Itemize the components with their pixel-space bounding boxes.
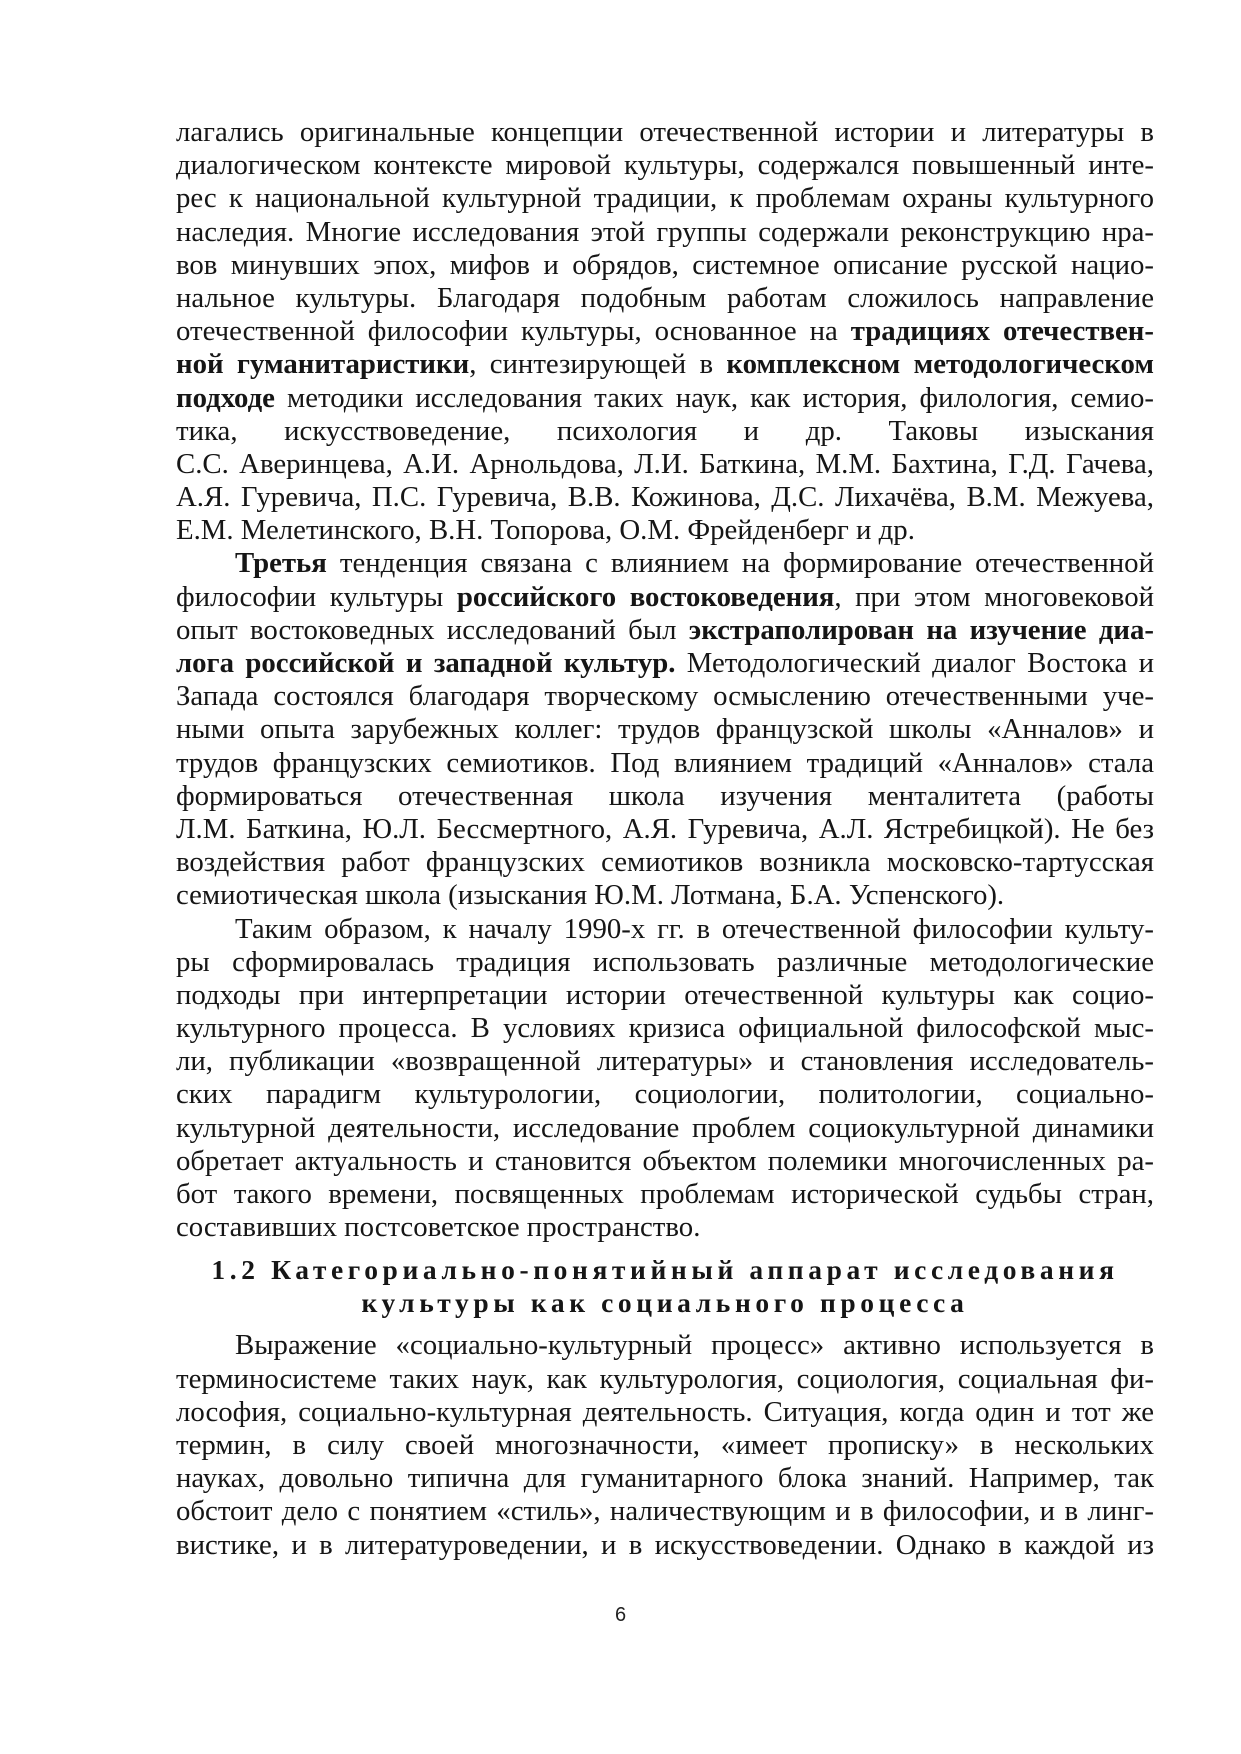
text-line: семиотическая школа (изыскания Ю.М. Лотмана, Б.А. Успенского).	[176, 879, 1005, 912]
paragraph-1	[176, 116, 1154, 547]
text-line: философии культуры российского востоковедения, при этом многовековой	[176, 580, 1155, 613]
bold-phrase: подходе	[176, 381, 275, 414]
text-line: диалогическом контексте мировой культуры, содержался повышенный инте-	[176, 149, 1154, 182]
text-line: ли, публикации «возвращенной литературы» и становления исследователь-	[176, 1045, 1154, 1078]
text-line: А.Я. Гуревича, П.С. Гуревича, В.В. Кожинова, Д.С. Лихачёва, В.М. Межуева,	[176, 481, 1154, 514]
text-line: ры сформировалась традиция использовать различные методологические	[176, 945, 1154, 978]
text-line: рес к национальной культурной традиции, к проблемам охраны культурного	[176, 182, 1154, 215]
bold-phrase: лога российской и западной культур.	[176, 647, 676, 679]
text-line: лагались оригинальные концепции отечественной истории и литературы в	[176, 116, 1154, 148]
text-line: воздействия работ французских семиотиков возникла московско-тартусская	[176, 846, 1154, 879]
bold-phrase: экстраполирован на изучение диа-	[688, 613, 1154, 646]
heading-line: культуры как социального процесса	[361, 1287, 969, 1319]
text-line: ной гуманитаристики, синтезирующей в комплексном методологическом	[176, 348, 1154, 381]
text-line: составивших постсоветское пространство.	[176, 1211, 701, 1244]
bold-phrase: ной гуманитаристики	[176, 348, 470, 381]
text-line: Запада состоялся благодаря творческому осмыслению отечественными уче-	[176, 680, 1154, 713]
text-line: С.С. Аверинцева, А.И. Арнольдова, Л.И. Баткина, М.М. Бахтина, Г.Д. Гачева,	[176, 447, 1154, 480]
paragraph-3	[176, 913, 1154, 1245]
text-line: обстоит дело с понятием «стиль», наличествующим и в философии, и в линг-	[176, 1495, 1154, 1528]
text-line: наследия. Многие исследования этой группы содержали реконструкцию нра-	[176, 215, 1154, 248]
text-line: трудов французских семиотиков. Под влиянием традиций «Анналов» стала	[176, 746, 1154, 779]
text-line: лога российской и западной культур. Методологический диалог Востока и	[176, 647, 1154, 679]
text-line: тика, искусствоведение, психология и др. Таковы изыскания	[176, 414, 1154, 447]
text-line: отечественной философии культуры, основанное на традициях отечествен-	[176, 315, 1154, 348]
text-line: подходы при интерпретации истории отечественной культуры как социо-	[176, 978, 1154, 1011]
text-line: опыт востоковедных исследований был экстраполирован на изучение диа-	[176, 613, 1154, 646]
text-line: ными опыта зарубежных коллег: трудов французской школы «Анналов» и	[176, 713, 1154, 746]
bold-phrase: российского востоковедения	[456, 580, 835, 613]
text-line: вов минувших эпох, мифов и обрядов, системное описание русской нацио-	[176, 248, 1154, 281]
text-line: терминосистеме таких наук, как культурология, социология, социальная фи-	[176, 1362, 1154, 1395]
text-line: Л.М. Баткина, Ю.Л. Бессмертного, А.Я. Гуревича, А.Л. Ястребицкой). Не без	[176, 812, 1154, 845]
text-line: ских парадигм культурологии, социологии, политологии, социально-	[176, 1078, 1154, 1111]
paragraph-4	[176, 1329, 1154, 1561]
page-number: 6	[614, 1604, 627, 1626]
bold-phrase: комплексном методологическом	[726, 348, 1154, 381]
text-line: подходе методики исследования таких наук, как история, филология, семио-	[176, 381, 1154, 414]
text-line: Таким образом, к началу 1990-х гг. в отечественной философии культу-	[235, 912, 1154, 945]
text-line: Выражение «социально-культурный процесс» активно используется в	[235, 1329, 1154, 1362]
document-page	[176, 116, 1154, 1562]
text-line: термин, в силу своей многозначности, «имеет прописку» в нескольких	[176, 1428, 1154, 1461]
paragraph-2	[176, 547, 1154, 912]
text-line: Е.М. Мелетинского, В.Н. Топорова, О.М. Фрейденберг и др.	[176, 514, 915, 547]
text-line: науках, довольно типична для гуманитарного блока знаний. Например, так	[176, 1462, 1154, 1495]
text-line: культурной деятельности, исследование проблем социокультурной динамики	[176, 1111, 1154, 1144]
text-line: нальное культуры. Благодаря подобным работам сложилось направление	[176, 281, 1154, 314]
text-line: лософия, социально-культурная деятельность. Ситуация, когда один и тот же	[176, 1395, 1154, 1428]
text-line: бот такого времени, посвященных проблемам исторической судьбы стран,	[176, 1178, 1154, 1210]
text-line: обретает актуальность и становится объектом полемики многочисленных ра-	[176, 1144, 1154, 1177]
text-line: Третья тенденция связана с влиянием на формирование отечественной	[235, 547, 1154, 580]
bold-phrase: Третья	[235, 547, 327, 580]
text-line: формироваться отечественная школа изучения менталитета (работы	[176, 779, 1154, 812]
heading-line: 1.2 Категориально-понятийный аппарат исследования	[211, 1254, 1119, 1286]
text-line: культурного процесса. В условиях кризиса официальной философской мыс-	[176, 1012, 1154, 1045]
bold-phrase: традициях отечествен-	[850, 315, 1154, 348]
section-heading	[176, 1253, 1154, 1319]
text-line: вистике, и в литературоведении, и в искусствоведении. Однако в каждой из	[176, 1528, 1154, 1561]
